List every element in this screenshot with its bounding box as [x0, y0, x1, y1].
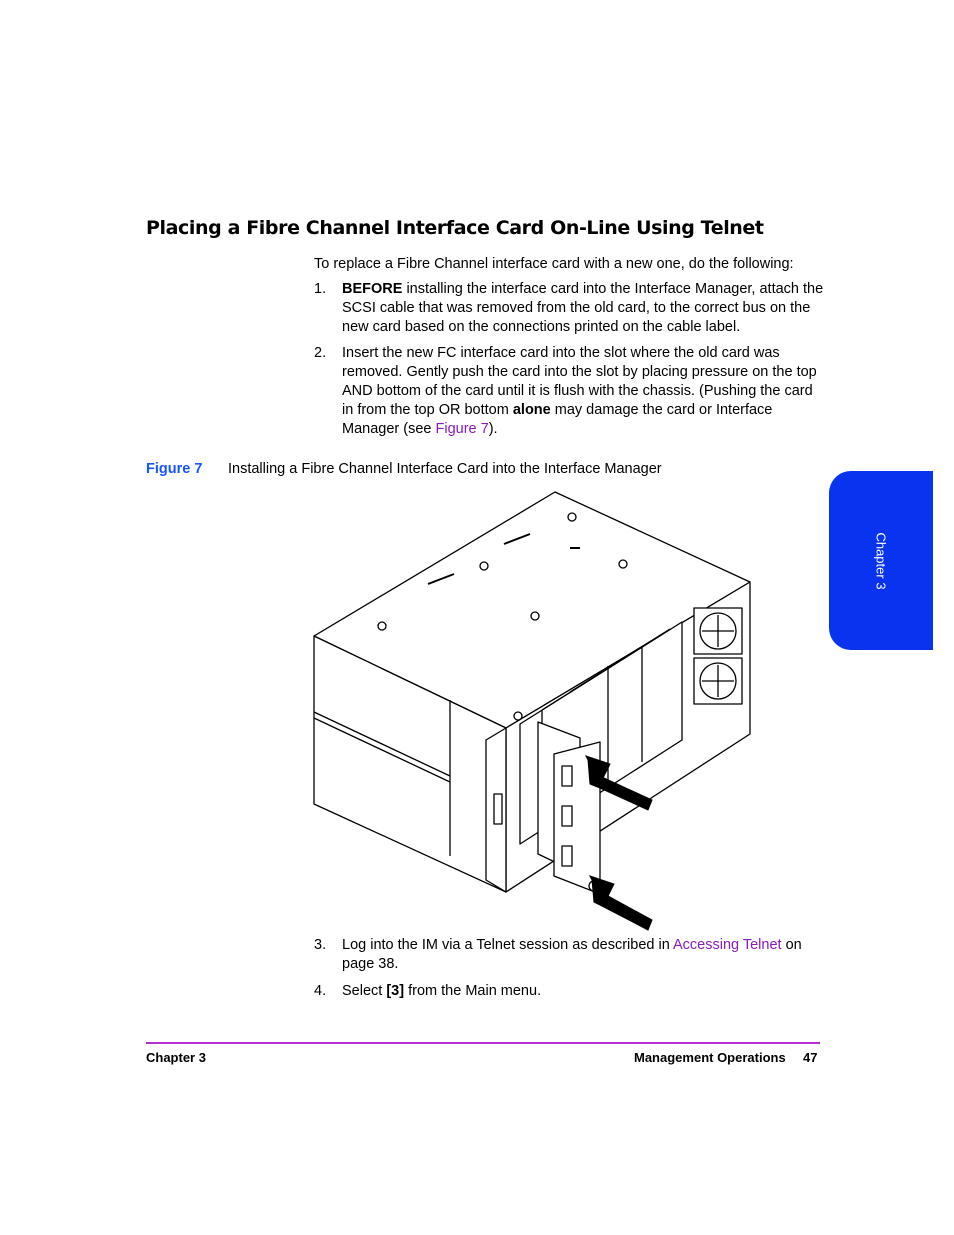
- step-3: [314, 936, 824, 974]
- step-bold: BEFORE: [342, 281, 403, 297]
- and-keyword: AND: [342, 383, 373, 399]
- step-number: 4.: [314, 983, 327, 999]
- step-text: ).: [488, 421, 498, 437]
- step-text: on page 38.: [342, 937, 802, 972]
- step-text: bottom of the card until it is flush with the chassis. (Pushing the card in from the top: [342, 383, 813, 418]
- step-text: menu.: [496, 983, 542, 999]
- step-4: [314, 982, 824, 1001]
- section-heading: Placing a Fibre Channel Interface Card On-Line Using Telnet: [146, 217, 764, 239]
- chapter-tab: [829, 471, 933, 650]
- or-keyword: OR: [438, 402, 461, 418]
- menu-option: [3]: [386, 983, 405, 999]
- step-text: installing the interface card into the Interface Manager, attach the SCSI cable that was removed from the old card, to the correct bus on the new card based on the connections printed on the cable label.: [342, 281, 824, 335]
- footer-rule: [146, 1042, 820, 1044]
- step-text: Log into the IM via a Telnet session as described in: [342, 937, 674, 953]
- step-text: may damage the card or Interface Manager (see: [342, 402, 773, 437]
- chapter-tab-label: Chapter 3: [873, 531, 889, 590]
- step-number: 2.: [314, 345, 327, 361]
- step-number: 3.: [314, 937, 327, 953]
- step-text: bottom: [460, 402, 513, 418]
- footer-section: Management Operations: [634, 1050, 786, 1065]
- figure-7-link[interactable]: Figure 7: [435, 421, 489, 437]
- figure-caption: [146, 461, 826, 477]
- accessing-telnet-link[interactable]: Accessing Telnet: [673, 937, 782, 953]
- step-text: from the: [404, 983, 466, 999]
- step-1: [314, 280, 824, 337]
- footer-chapter: Chapter 3: [146, 1050, 206, 1065]
- interface-manager-illustration: [310, 484, 780, 934]
- page-number: 47: [803, 1050, 818, 1065]
- alone-keyword: alone: [512, 402, 551, 418]
- figure-title: Installing a Fibre Channel Interface Card into the Interface Manager: [228, 461, 662, 477]
- figure-label: Figure 7: [146, 461, 203, 477]
- step-2: [314, 344, 824, 439]
- step-text: Insert the new FC interface card into the slot where the old card was removed. Gently push the card into the slot by placing pressure on the top: [342, 345, 817, 380]
- step-text: Select: [342, 983, 387, 999]
- main-menu-name: Main: [465, 983, 497, 999]
- step-number: 1.: [314, 281, 327, 297]
- intro-paragraph: To replace a Fibre Channel interface card with a new one, do the following:: [314, 256, 794, 272]
